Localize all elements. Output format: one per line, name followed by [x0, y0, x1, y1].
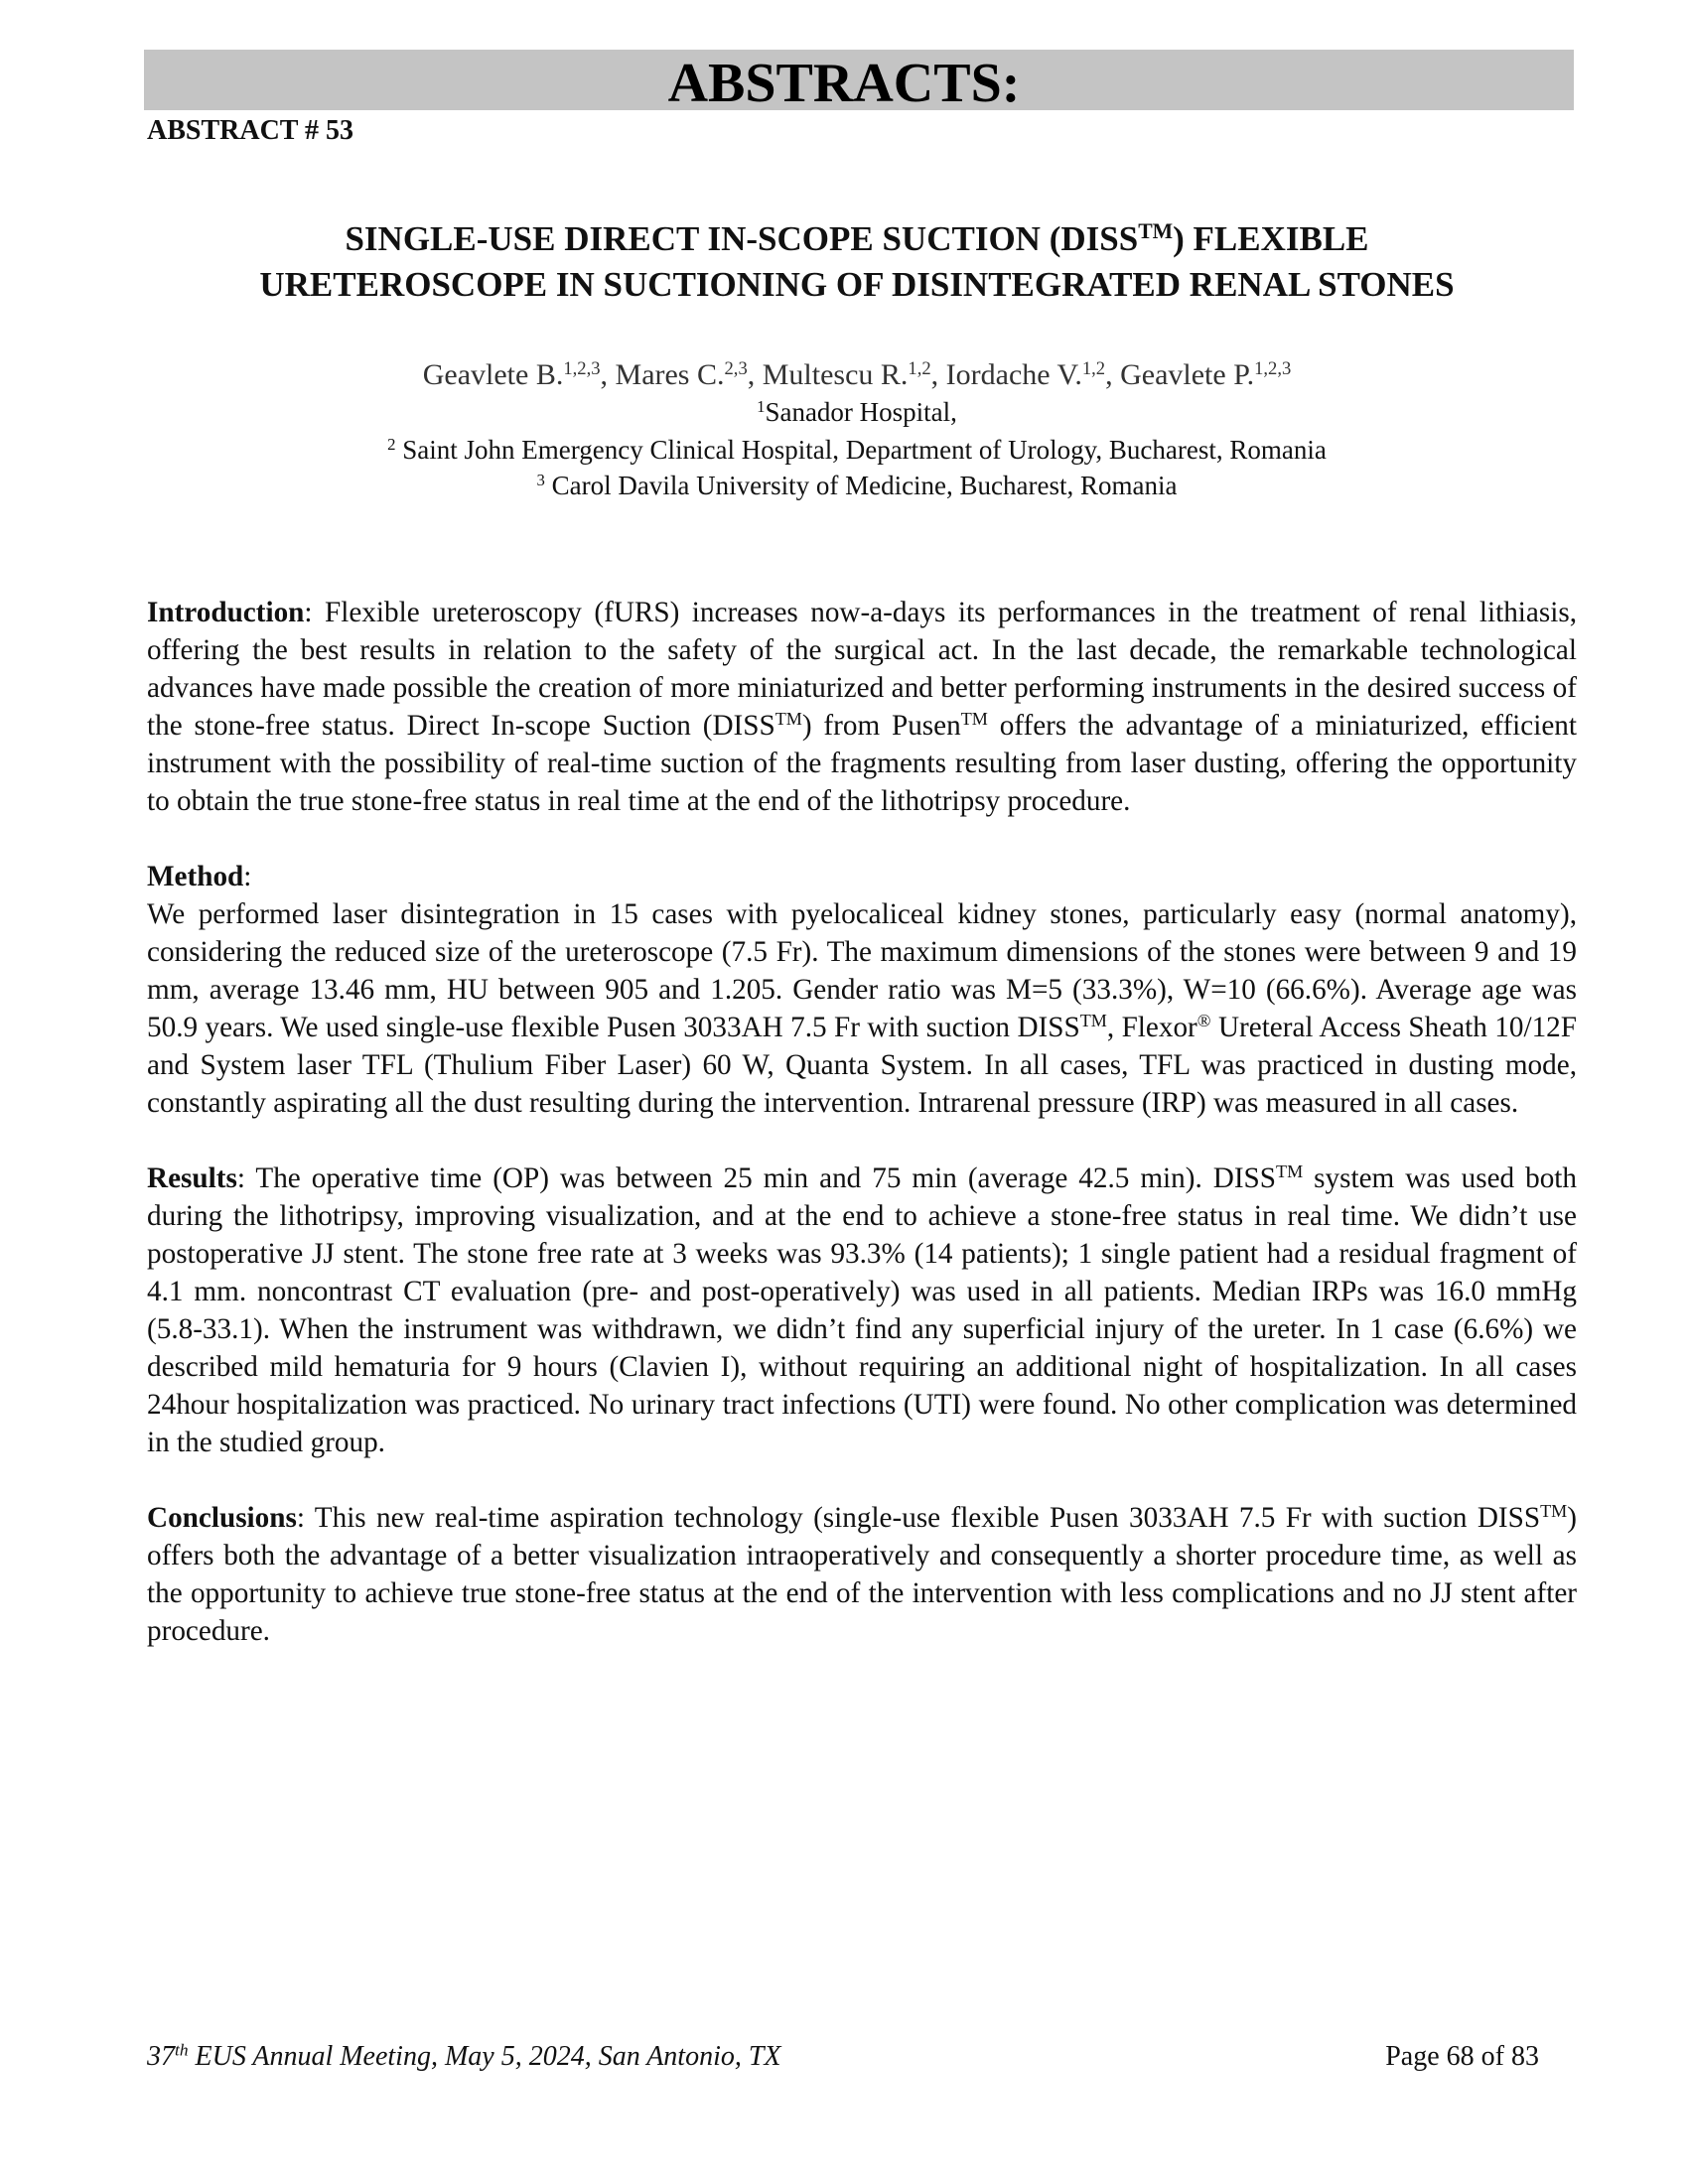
author-name: Mares C. — [615, 358, 725, 391]
trademark-sup: TM — [1276, 1161, 1304, 1182]
method-text: , Flexor — [1106, 1012, 1197, 1043]
results-text: : The operative time (OP) was between 25 min and 75 min (average 42.5 min). DISS — [236, 1162, 1277, 1194]
affiliation-text: Sanador Hospital, — [765, 397, 957, 427]
conclusions-paragraph — [147, 1499, 1577, 1650]
abstract-body — [147, 594, 1577, 1688]
affiliation-number: 3 — [536, 470, 545, 489]
method-colon: : — [243, 861, 252, 892]
conclusions-heading: Conclusions — [147, 1502, 297, 1534]
registered-sup: ® — [1196, 1011, 1211, 1031]
conclusions-text: ) offers both the advantage of a better visualization intraoperatively and consequently a shorter procedure time, as well as the opportunity to achieve true stone-free status at the end of the intervention with less complications and no JJ stent after procedure. — [147, 1502, 1577, 1647]
affiliation-1 — [147, 395, 1567, 429]
introduction-heading: Introduction — [147, 597, 305, 628]
affiliation-text: Saint John Emergency Clinical Hospital, Department of Urology, Bucharest, Romania — [395, 435, 1327, 465]
title-line1-start: SINGLE-USE DIRECT IN-SCOPE SUCTION (DISS — [345, 219, 1139, 258]
method-paragraph — [147, 858, 1577, 1122]
footer-meeting — [147, 2041, 781, 2073]
abstract-number: ABSTRACT # 53 — [147, 115, 353, 146]
introduction-text: ) from Pusen — [801, 710, 961, 742]
author-affiliation: 1,2,3 — [1254, 357, 1292, 379]
results-text: system was used both during the lithotripsy, improving visualization, and at the end to achieve a stone-free status in real time. We didn’t use postoperative JJ stent. The stone free rate at 3 weeks was 93.3% (14 patients); 1 single patient had a residual fragment of 4.1 mm. noncontrast CT evaluation (pre- and post-operatively) was used in all patients. Median IRPs was 16.0 mmHg (5.8-33.1). When the instrument was withdrawn, we didn’t find any superficial injury of the ureter. In 1 case (6.6%) we described mild hematuria for 9 hours (Clavien I), without requiring an additional night of hospitalization. In all cases 24hour hospitalization was practiced. No urinary tract infections (UTI) were found. No other complication was determined in the studied group. — [147, 1162, 1577, 1458]
affiliation-3 — [147, 469, 1567, 502]
method-text: Ureteral Access Sheath 10/12F and System laser TFL (Thulium Fiber Laser) 60 W, Quanta System. In all cases, TFL was practiced in dusting mode, constantly aspirating all the dust resulting during the intervention. Intrarenal pressure (IRP) was measured in all cases. — [147, 1012, 1577, 1119]
author-affiliation: 2,3 — [724, 357, 748, 379]
affiliation-text: Carol Davila University of Medicine, Bucharest, Romania — [544, 471, 1178, 500]
conclusions-text: : This new real-time aspiration technology (single-use flexible Pusen 3033AH 7.5 Fr with suction DISS — [296, 1502, 1541, 1534]
trademark-sup: TM — [1138, 219, 1174, 244]
method-heading: Method — [147, 861, 244, 892]
author-name: Geavlete B. — [422, 358, 564, 391]
author-affiliation: 1,2 — [1081, 357, 1106, 379]
title-line2: URETEROSCOPE IN SUCTIONING OF DISINTEGRATED RENAL STONES — [259, 265, 1455, 304]
ordinal-sup: th — [175, 2040, 189, 2060]
introduction-paragraph — [147, 594, 1577, 820]
meeting-number: 37 — [147, 2041, 175, 2072]
title-line1-end: ) FLEXIBLE — [1173, 219, 1369, 258]
trademark-sup: TM — [774, 709, 802, 730]
author-list: Geavlete B.$^{1,2,3}$, Mares C.$^{2,3}$, Multescu R.$^{1,2}$, Iordache V.$^{1,2}$, Geavlete P.$^{1,2,3}$ — [422, 357, 1292, 391]
affiliation-number: 2 — [387, 434, 396, 454]
author-affiliation: 1,2,3 — [563, 357, 601, 379]
author-name: Geavlete P. — [1120, 358, 1255, 391]
introduction-text: : Flexible ureteroscopy (fURS) increases now-a-days its performances in the treatment of renal lithiasis, offering the best results in relation to the safety of the surgical act. In the last decade, the remarkable technological advances have made possible the creation of more miniaturized and better performing instruments in the desired success of the stone-free status. Direct In-scope Suction (DISS — [147, 597, 1577, 742]
page-number: Page 68 of 83 — [1385, 2041, 1539, 2072]
author-name: Multescu R. — [762, 358, 909, 391]
introduction-text: offers the advantage of a miniaturized, efficient instrument with the possibility of real-time suction of the fragments resulting from laser dusting, offering the opportunity to obtain the true stone-free status in real time at the end of the lithotripsy procedure. — [147, 710, 1577, 817]
affiliation-number: 1 — [757, 396, 766, 416]
author-name: Iordache V. — [945, 358, 1082, 391]
meeting-text: EUS Annual Meeting, May 5, 2024, San Antonio, TX — [188, 2041, 781, 2072]
banner-title: ABSTRACTS: — [667, 53, 1021, 114]
trademark-sup: TM — [1079, 1011, 1107, 1031]
trademark-sup: TM — [1540, 1501, 1568, 1522]
affiliation-2 — [147, 433, 1567, 467]
method-text: We performed laser disintegration in 15 cases with pyelocaliceal kidney stones, particularly easy (normal anatomy), considering the reduced size of the ureteroscope (7.5 Fr). The maximum dimensions of the stones were between 9 and 19 mm, average 13.46 mm, HU between 905 and 1.205. Gender ratio was M=5 (33.3%), W=10 (66.6%). Average age was 50.9 years. We used single-use flexible Pusen 3033AH 7.5 Fr with suction DISS — [147, 898, 1577, 1043]
results-heading: Results — [147, 1162, 237, 1194]
abstract-title — [147, 216, 1567, 308]
author-affiliation: 1,2 — [908, 357, 931, 379]
results-paragraph — [147, 1160, 1577, 1461]
trademark-sup: TM — [960, 709, 988, 730]
